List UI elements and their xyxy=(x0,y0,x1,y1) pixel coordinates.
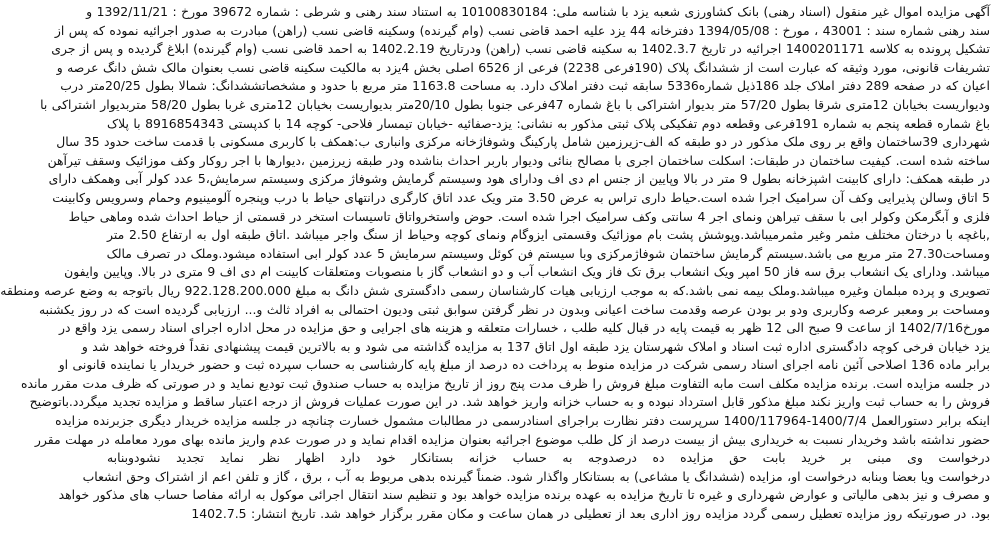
notice-line-last: بود. در صورتیکه روز مزایده تعطیل رسمی گردد مزایده روز اداری بعد از تعطیلی در همان ساعت و مکان مقرر برگزار خواهد شد. تاریخ انتشار: 1402.7.5 xyxy=(191,506,990,522)
notice-line: درخواست وی مبنی بر خرید بابت حق مزایده ده درصدوجه به حساب خزانه بستانکار خود دارد اظهار نظر نماید تجدید نشودوبنابه xyxy=(107,450,990,466)
notice-line: ,باغچه با درختان مختلف مثمر وغیر مثمرمیباشد.وپوشش پشت بام موزائیک وقسمتی ایزوگام ونمای کوچه وحیاط از سنگ واجر میباشد .اتاق طبقه اول به ارتفاع 2.50 متر xyxy=(107,227,990,243)
notice-line: ومساحت بر ومعبر عرصه وکاربری ودو بر بودن عرصه وقدمت ساخت اعیانی وبدون در نظر گرفتن سوابق ثبتی ودیون احتمالی به افراد ثالث و... ارزیابی گردیده است که در روز یکشنبه xyxy=(38,301,990,317)
notice-document xyxy=(0,3,991,547)
notice-line: تشکیل پرونده به کلاسه 1400201171 اجرائیه در تاریخ 1402.3.7 به سکینه قاضی نسب (راهن) ودرتاریخ 1402.2.19 به احمد قاضی نسب (وام گیرنده) ابلاغ گردیده و پس از جری xyxy=(51,41,990,57)
notice-line: شهرداری 39ساختمان واقع بر روی ملک مذکور در دو طبقه که الف-زیرزمین شامل پارکینگ وشوفاژخانه مرکزی وانباری ب:همکف با کاربری مسکونی با قدمت ساخت حدود 35 سال xyxy=(56,134,990,150)
notice-line: مورخ1402/7/16 از ساعت 9 صبح الی 12 ظهر به قیمت پایه در قبال کلیه طلب ، خسارات متعلقه و هزینه های اجرایی و حق مزایده در محل اداره اجرای اسناد رسمی یزد واقع در xyxy=(58,320,990,336)
notice-line: و مصرف و نیز بدهی مالیاتی و عوارض شهرداری و غیره تا تاریخ مزایده به عهده برنده مزایده خواهد بود و تنظیم سند انتقال اجرائی موکول به ارائه مفاصا حساب های مذکور خواهد xyxy=(58,487,990,503)
notice-line: درخواست ویا بعضا وبنابه درخواست او، مزایده (ششدانگ یا مشاعی) به بستانکار واگذار شود. ضمناً گیرنده بدهی مربوط به آب ، برق ، گاز و تلفن اعم از اشتراک وحق انشعاب xyxy=(82,468,990,484)
notice-line: ودیواریست بخیابان 12متری شرقا بطول 57/20 متر بدیوار اشتراکی با باغ شماره 47فرعی جنوبا بطول 20/10متر بدیواریست بخیابان 12متری غربا بطول 58/20 متربدیوار اشتراکی با xyxy=(40,96,990,112)
notice-line: در طبقه همکف: دارای کابینت اشپزخانه بطول 9 متر در بالا وپایین از جنس ام دی اف ودارای هود وسیستم گرمایش وشوفاژ مرکزی وسیستم سرمایش،5 عدد کولر آبی وهمکف دارای xyxy=(48,171,990,187)
notice-line: فروش را به حساب ثبت واریز نکند مبلغ مذکور قابل استرداد نبوده و به حساب خزانه واریز خواهد شد. در این صورت عملیات فروش از درجه اعتبار ساقط و مزایده تجدید میگردد.باتوضیح xyxy=(29,394,990,410)
notice-line: ساخته شده است. کیفیت ساختمان در طبقات: اسکلت ساختمان اجری با مصالح بنائی ودیوار باربر احداث بناشده ودر طبقه زیرزمین ،دیوارها با اجر روکار وکف موزائیک وسقف تیرآهن xyxy=(47,152,990,168)
notice-line: برابر ماده 136 اصلاحی آئین نامه اجرای اسناد رسمی شرکت در مزایده منوط به پرداخت ده درصد از مبلغ پایه کارشناسی به حساب سپرده ثبت و حضور خریدار یا نماینده قانونی او xyxy=(58,357,990,373)
notice-line: باغ شماره قطعه پنجم به شماره 191فرعی وقطعه دوم تفکیکی پلاک ثبتی مذکور به نشانی: یزد-صفائیه -خیابان تیمسار فلاحی- کوچه 14 با کدپستی 8916854343 با پلاک xyxy=(107,115,991,131)
notice-line: تصویری و پرده مبلمان وغیره میباشد.وملک بیمه نمی باشد.که به موجب ارزیابی هیات کارشناسان رسمی دادگستری شش دانگ به مبلغ 922.128.200.000 ریال باتوجه به وضع عرصه ومنطقه xyxy=(0,282,990,298)
notice-line: حضور نداشته باشد وخریدار نسبت به خریداری بیش از بیست درصد از کل طلب موضوع اجرائیه بعنوان مزایده اقدام نماید و در صورت عدم واریز مانده بهای مورد معامله در مهلت مقرر xyxy=(34,431,990,447)
notice-line: اعیان که در صفحه 289 دفتر املاک جلد 186ذیل شماره5336 سابقه ثبت دفتر املاک دارد. به مساحت 1163.8 متر مربع با حدود و مشخصاتششدانگ: شمالا بطول 20/25متر درب xyxy=(60,78,990,94)
notice-line: اینکه برابر دستورالعمل 1400/7/4-1400/117964 سرپرست دفتر نظارت براجرای اسنادرسمی در مطالبات مشمول خسارت چنانچه در جلسه مزایده خریدار دیگری جزبرنده مزایده xyxy=(55,413,990,429)
notice-line: میباشد. ودارای یک انشعاب برق سه فاز 50 امپر ویک انشعاب برق تک فاز ویک انشعاب آب و دو انشعاب گاز با منصوبات ومتعلقات کابینت ام دی اف 9 متری در بالا. وپایین وایفون xyxy=(64,264,990,280)
notice-line: یزد خیابان فرخی کوچه دادگستری اداره ثبت اسناد و املاک شهرستان یزد طبقه اول اتاق 137 به مزایده گذاشته می شود و به بالاترین قیمت پیشنهادی نقداً فروخته خواهد شد و xyxy=(81,338,990,354)
notice-line: 5 اتاق وسالن پذیرایی وکف آن سرامیک اجرا شده است.حیاط داری تراس به عرض 3.50 متر ویک عدد اتاق کارگری درانتهای حیاط با درب وپنجره آلومینیوم وحمام وسرویس وکابینت xyxy=(52,189,990,205)
notice-line: آگهی مزایده اموال غیر منقول (اسناد رهنی) بانک کشاورزی شعبه یزد با شناسه ملی: 10100830184 به استناد سند رهنی و شرطی : شماره 39672 مورخ : 1392/11/21 و xyxy=(86,4,990,19)
notice-line: تشریفات قانونی، مورد وثیقه که عبارت است از ششدانگ پلاک (190فرعی 2238) فرعی از 6526 اصلی بخش 4یزد به مالکیت سکینه قاضی نسب بعنوان مالک شش دانگ عرصه و xyxy=(56,59,990,75)
notice-line: سند رهنی شماره سند : 43001 ، مورخ : 1394/05/08 دفترخانه 44 یزد علیه احمد قاضی نسب (وام گیرنده) وسکینه قاضی نسب (راهن) مبادرت به صدور اجرائیه نموده که پس از xyxy=(54,22,990,38)
notice-line: در جلسه مزایده است. برنده مزایده مکلف است مابه التفاوت مبلغ فروش را ظرف مدت پنج روز از تاریخ مزایده به حساب صندوق ثبت تودیع نماید و در صورتی که ظرف مدت مقرر مانده xyxy=(20,375,990,391)
notice-line: فلزی و آبگرمکن وکولر ابی با سقف تیراهن ونمای اجر 4 سانتی وکف سرامیک اجرا شده است. حوض واستخرواتاق تاسیسات استخر در قسمتی از حیاط احداث شده وماهی حیاط xyxy=(68,208,990,224)
notice-line: ومساحت27.30 متر مربع می باشد.سیستم گرمایش ساختمان شوفاژمرکزی وبا سیستم فن کوئل وسیستم سرمایش 5 عدد کولر ابی استفاده میشود.وملک در تصرف مالک xyxy=(106,245,990,261)
